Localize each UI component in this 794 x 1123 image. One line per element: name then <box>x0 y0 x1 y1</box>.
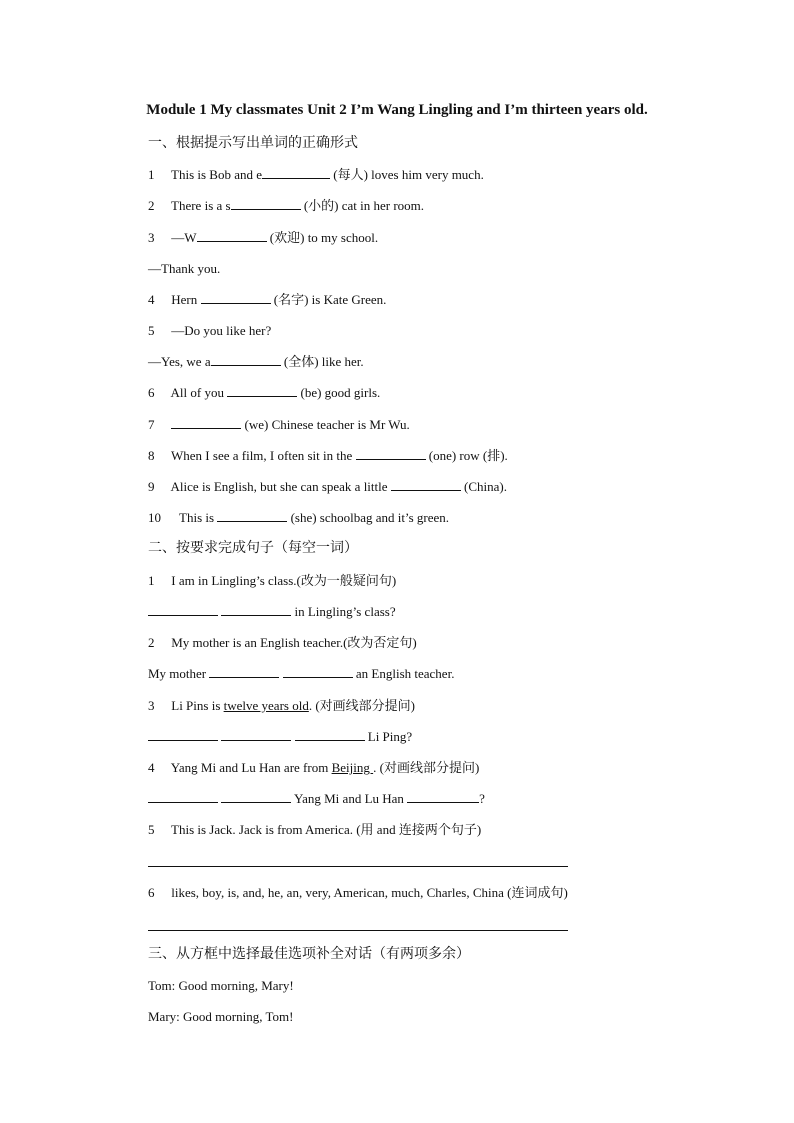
s2-q3 <box>148 697 415 715</box>
item-text-post: (全体) like her. <box>280 354 364 369</box>
answer-blank[interactable] <box>209 665 279 678</box>
answer-blank[interactable] <box>295 728 365 741</box>
s2-q2 <box>148 634 417 652</box>
item-number: 4 <box>148 292 155 307</box>
question-text: This is Jack. Jack is from America. (用 and 连接两个句子) <box>171 822 482 837</box>
s1-item-1 <box>148 166 484 184</box>
item-text-post: (China). <box>460 479 507 494</box>
s2-q1-answer <box>148 603 396 621</box>
section1-heading: 一、根据提示写出单词的正确形式 <box>148 136 358 151</box>
answer-blank[interactable] <box>221 728 291 741</box>
section2-heading: 二、按要求完成句子（每空一词） <box>148 541 358 556</box>
answer-blank[interactable] <box>217 509 287 522</box>
item-text-pre: —Yes, we a <box>148 354 211 369</box>
item-number: 8 <box>148 448 155 463</box>
item-number: 2 <box>148 635 155 650</box>
item-number: 2 <box>148 198 155 213</box>
s2-q4 <box>148 759 479 777</box>
question-text-post: . (对画线部分提问) <box>308 698 415 713</box>
answer-line[interactable] <box>148 930 568 931</box>
item-number: 3 <box>148 698 155 713</box>
item-text-post: (欢迎) to my school. <box>266 230 379 245</box>
item-text-pre: When I see a film, I often sit in the <box>171 448 356 463</box>
answer-blank[interactable] <box>211 353 281 366</box>
item-text-post: (be) good girls. <box>297 385 381 400</box>
answer-blank[interactable] <box>148 603 218 616</box>
answer-blank[interactable] <box>283 665 353 678</box>
question-text-post: . (对画线部分提问) <box>373 760 480 775</box>
answer-text-mid: Yang Mi and Lu Han <box>291 791 408 806</box>
item-number: 1 <box>148 167 155 182</box>
item-text-pre: —W <box>171 230 197 245</box>
item-text-post: (每人) loves him very much. <box>330 167 484 182</box>
question-text: My mother is an English teacher.(改为否定句) <box>171 635 417 650</box>
item-text-post: (she) schoolbag and it’s green. <box>287 510 450 525</box>
answer-text-post: in Lingling’s class? <box>291 604 396 619</box>
answer-blank[interactable] <box>197 229 267 242</box>
item-number: 6 <box>148 885 155 900</box>
s1-item-10 <box>148 509 449 527</box>
item-number: 5 <box>148 323 155 338</box>
answer-blank[interactable] <box>391 478 461 491</box>
item-text-pre: There is a s <box>171 198 231 213</box>
s2-q1 <box>148 572 396 590</box>
s2-q3-answer <box>148 728 412 746</box>
answer-blank[interactable] <box>148 728 218 741</box>
item-text-pre: Alice is English, but she can speak a little <box>170 479 391 494</box>
s1-item-8 <box>148 447 508 465</box>
answer-text-post: Li Ping? <box>364 729 413 744</box>
dialogue-line: Mary: Good morning, Tom! <box>148 1009 294 1024</box>
item-number: 4 <box>148 760 155 775</box>
s1-item-4 <box>148 291 386 309</box>
s1-item-3-reply: —Thank you. <box>148 261 221 276</box>
underlined-phrase: Beijing <box>331 760 374 775</box>
item-text-pre: —Do you like her? <box>171 323 272 338</box>
s2-q5 <box>148 821 481 839</box>
page-title: Module 1 My classmates Unit 2 I’m Wang Lingling and I’m thirteen years old. <box>146 102 648 118</box>
item-number: 7 <box>148 417 155 432</box>
s2-q2-answer <box>148 665 454 683</box>
s1-item-5 <box>148 322 271 340</box>
answer-blank[interactable] <box>407 790 479 803</box>
item-number: 6 <box>148 385 155 400</box>
s1-item-9 <box>148 478 507 496</box>
item-text-pre: This is Bob and e <box>171 167 263 182</box>
item-text-pre: All of you <box>170 385 228 400</box>
item-number: 1 <box>148 573 155 588</box>
item-text-pre: Hern <box>171 292 201 307</box>
dialogue-line: Tom: Good morning, Mary! <box>148 978 294 993</box>
question-text-pre: Li Pins is <box>171 698 224 713</box>
s1-item-5-reply <box>148 353 364 371</box>
question-text: likes, boy, is, and, he, an, very, American, much, Charles, China (连词成句) <box>171 885 568 900</box>
item-text-post: (名字) is Kate Green. <box>270 292 387 307</box>
section3-heading: 三、从方框中选择最佳选项补全对话（有两项多余） <box>148 947 470 962</box>
question-text: I am in Lingling’s class.(改为一般疑问句) <box>171 573 397 588</box>
answer-line[interactable] <box>148 866 568 867</box>
answer-blank[interactable] <box>262 166 330 179</box>
underlined-phrase: twelve years old <box>223 698 309 713</box>
s1-item-2 <box>148 197 424 215</box>
answer-blank[interactable] <box>201 291 271 304</box>
answer-blank[interactable] <box>356 447 426 460</box>
s2-q4-answer <box>148 790 485 808</box>
s1-item-7 <box>148 416 410 434</box>
item-text-pre: This is <box>179 510 218 525</box>
answer-blank[interactable] <box>221 603 291 616</box>
item-number: 9 <box>148 479 155 494</box>
item-text-post: (we) Chinese teacher is Mr Wu. <box>241 417 410 432</box>
s1-item-6 <box>148 384 380 402</box>
item-number: 3 <box>148 230 155 245</box>
answer-blank[interactable] <box>227 384 297 397</box>
answer-text-post: an English teacher. <box>352 666 455 681</box>
s2-q6 <box>148 884 568 902</box>
answer-blank[interactable] <box>171 416 241 429</box>
answer-text-post: ? <box>479 791 485 806</box>
item-text-post: (小的) cat in her room. <box>300 198 425 213</box>
answer-blank[interactable] <box>221 790 291 803</box>
answer-blank[interactable] <box>231 197 301 210</box>
answer-text-pre: My mother <box>148 666 210 681</box>
question-text-pre: Yang Mi and Lu Han are from <box>170 760 332 775</box>
s1-item-3 <box>148 229 378 247</box>
item-number: 5 <box>148 822 155 837</box>
item-number: 10 <box>148 510 161 525</box>
answer-blank[interactable] <box>148 790 218 803</box>
item-text-post: (one) row (排). <box>425 448 508 463</box>
